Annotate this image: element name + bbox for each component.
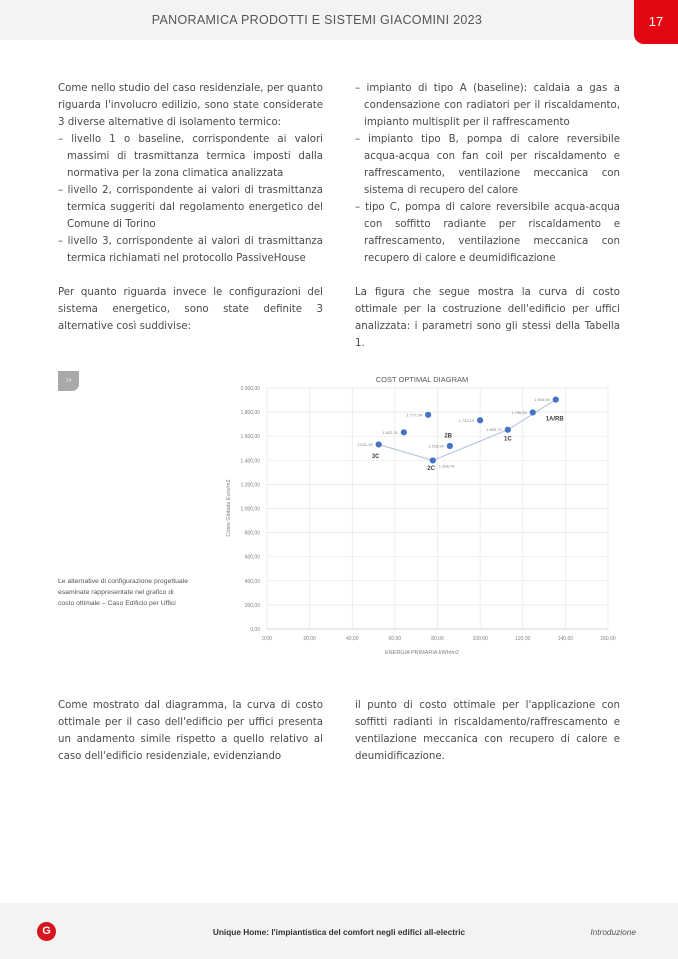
data-point-label: 1.653,72 xyxy=(486,427,502,433)
y-tick-label: 200,00 xyxy=(244,602,260,609)
page-header xyxy=(0,0,678,40)
configuration-annotation: 3C xyxy=(371,453,380,460)
y-tick-label: 800,00 xyxy=(244,530,260,537)
data-point xyxy=(530,409,536,415)
data-point-label: 1.732,13 xyxy=(458,417,475,423)
y-tick-label: 2.000,00 xyxy=(240,386,260,392)
y-tick-label: 1.800,00 xyxy=(240,410,260,417)
header-title: PANORAMICA PRODOTTI E SISTEMI GIACOMINI 2023 xyxy=(151,13,483,27)
x-tick-label: 140,00 xyxy=(557,636,574,642)
x-tick-label: 100,00 xyxy=(472,636,488,642)
data-point-label: 1.632,31 xyxy=(382,429,398,435)
footer-title: Unique Home: l'impiantistica del comfort negli edifici all-electric xyxy=(212,927,466,937)
data-point xyxy=(447,443,453,449)
system-type-item: – impianto di tipo A (baseline): caldaia a gas a condensazione con radiatori per il riscaldamento, impianto multisplit per il raffrescamento xyxy=(355,83,620,128)
x-tick-label: 60,00 xyxy=(388,636,402,642)
x-tick-label: 160,00 xyxy=(600,636,616,642)
y-tick-label: 0,00 xyxy=(250,627,260,633)
page-number: 17 xyxy=(634,0,678,44)
insulation-level-item: – livello 1 o baseline, corrispondente ai valori massimi di trasmittanza termica imposti dalla normativa per la zona climatica analizzata xyxy=(58,134,323,179)
grid-layer xyxy=(267,388,608,629)
data-point-label: 1.904,04 xyxy=(534,397,550,403)
axis-layer xyxy=(241,386,616,642)
data-point xyxy=(477,417,483,423)
x-tick-label: 40,00 xyxy=(345,636,359,642)
data-point-label: 1.796,95 xyxy=(511,409,527,415)
x-tick-label: 120,00 xyxy=(515,636,531,642)
footer-section: Introduzione xyxy=(590,927,636,937)
paragraph-conclusion-left: Come mostrato dal diagramma, la curva di costo ottimale per il caso dell'edificio per uffici presenta un andamento simile rispetto a quello relativo al caso dell'edificio residenziale, evidenziando xyxy=(58,700,323,762)
giacomini-logo-icon: G xyxy=(37,922,56,941)
chart-title: COST OPTIMAL DIAGRAM xyxy=(375,375,469,384)
system-type-item: – impianto tipo B, pompa di calore reversibile acqua-acqua con fan coil per riscaldamento e raffrescamento, ventilazione meccanica con sistema di recupero del calore xyxy=(355,134,620,196)
system-type-item: – tipo C, pompa di calore reversibile acqua-acqua con soffitto radiante per riscaldamento e raffrescamento, ventilazione meccanica con recupero di calore e deumidificazione xyxy=(355,202,620,264)
y-tick-label: 1.600,00 xyxy=(240,434,260,441)
data-point xyxy=(505,427,511,433)
chart-svg xyxy=(222,372,622,657)
data-point-label: 1.531,35 xyxy=(357,441,373,447)
y-tick-label: 400,00 xyxy=(244,578,260,585)
intro-left-column xyxy=(58,80,323,267)
data-point xyxy=(430,457,436,463)
page-footer xyxy=(0,903,678,959)
x-tick-label: 20,00 xyxy=(303,636,316,642)
y-axis-label: Costo Globale Euro/m2 xyxy=(226,479,232,537)
data-point-label: 1.777,54 xyxy=(406,412,423,418)
configuration-annotation: 1C xyxy=(503,436,512,443)
configuration-annotation: 1A/RB xyxy=(545,416,564,423)
insulation-level-item: – livello 2, corrispondente ai valori di trasmittanza termica suggeriti dal regolamento energetico del Comune di Torino xyxy=(58,185,323,230)
data-point xyxy=(553,396,559,402)
data-point xyxy=(376,441,382,447)
data-point-label: 1.518,90 xyxy=(428,443,444,449)
data-point xyxy=(425,412,431,418)
x-tick-label: 0,00 xyxy=(262,636,272,642)
figure-number-badge: 14 xyxy=(58,371,79,391)
paragraph-conclusion-right: il punto di costo ottimale per l'applicazione con soffitti radianti in riscaldamento/raffrescamento e ventilazione meccanica con recupero di calore e deumidificazione. xyxy=(355,700,620,762)
intro-right-column xyxy=(355,80,620,267)
paragraph-energy-configurations: Per quanto riguarda invece le configurazioni del sistema energetico, sono state definite 3 alternative così suddivise: xyxy=(58,287,323,332)
y-tick-label: 600,00 xyxy=(244,554,260,561)
cost-optimal-chart xyxy=(222,372,622,657)
figure-caption: Le alternative di configurazione progettuale esaminate rappresentate nel grafico di costo ottimale – Caso Edificio per Uffici xyxy=(58,578,188,607)
x-axis-label: ENERGIA PRIMARIA kWh/m2 xyxy=(385,650,459,656)
intro-lead: Come nello studio del caso residenziale, per quanto riguarda l'involucro edilizio, sono state considerate 3 diverse alternative di isolamento termico: xyxy=(58,83,323,128)
data-point-label: 1.398,76 xyxy=(438,463,455,469)
y-tick-label: 1.000,00 xyxy=(240,506,260,513)
y-tick-label: 1.400,00 xyxy=(240,458,260,465)
configuration-annotation: 2C xyxy=(427,465,435,472)
insulation-level-item: – livello 3, corrispondente ai valori di trasmittanza termica richiamati nel protocollo PassiveHouse xyxy=(58,236,323,264)
x-tick-label: 80,00 xyxy=(431,636,444,642)
configuration-annotation: 2B xyxy=(444,433,452,440)
paragraph-figure-intro: La figura che segue mostra la curva di costo ottimale per la costruzione dell'edificio per uffici analizzata: i parametri sono gli stessi della Tabella 1. xyxy=(355,287,620,349)
y-tick-label: 1.200,00 xyxy=(240,482,260,489)
data-point xyxy=(401,429,407,435)
